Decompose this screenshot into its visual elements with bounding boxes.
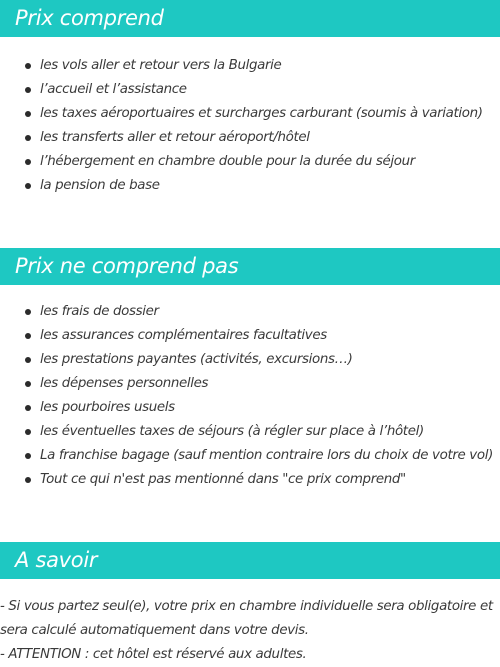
info-note-line: - ATTENTION : cet hôtel est réservé aux adultes. <box>0 647 307 662</box>
includes-list <box>0 54 500 198</box>
list-item-text: les taxes aéroportuaires et surcharges carburant (soumis à variation) <box>40 106 483 121</box>
bullet-icon <box>25 333 31 339</box>
list-item-text: l’accueil et l’assistance <box>40 82 187 97</box>
info-note-line: sera calculé automatiquement dans votre devis. <box>0 623 309 638</box>
list-item <box>0 396 500 420</box>
excludes-list <box>0 300 500 492</box>
list-item <box>0 420 500 444</box>
bullet-icon <box>25 135 31 141</box>
list-item <box>0 54 500 78</box>
list-item-text: les prestations payantes (activités, excursions…) <box>40 352 353 367</box>
list-item <box>0 174 500 198</box>
bullet-icon <box>25 159 31 165</box>
list-item <box>0 468 500 492</box>
list-item <box>0 444 500 468</box>
bullet-icon <box>25 453 31 459</box>
list-item <box>0 372 500 396</box>
includes-header: Prix comprend <box>0 0 500 37</box>
list-item <box>0 102 500 126</box>
list-item-text: les éventuelles taxes de séjours (à régler sur place à l’hôtel) <box>40 424 424 439</box>
list-item-text: les dépenses personnelles <box>40 376 209 391</box>
bullet-icon <box>25 63 31 69</box>
info-header: A savoir <box>0 542 500 579</box>
bullet-icon <box>25 405 31 411</box>
list-item <box>0 348 500 372</box>
list-item-text: la pension de base <box>40 178 160 193</box>
info-note-line: - Si vous partez seul(e), votre prix en chambre individuelle sera obligatoire et <box>0 599 493 614</box>
bullet-icon <box>25 183 31 189</box>
bullet-icon <box>25 87 31 93</box>
bullet-icon <box>25 357 31 363</box>
bullet-icon <box>25 111 31 117</box>
bullet-icon <box>25 429 31 435</box>
list-item-text: les vols aller et retour vers la Bulgarie <box>40 58 282 73</box>
bullet-icon <box>25 477 31 483</box>
excludes-header: Prix ne comprend pas <box>0 248 500 285</box>
list-item <box>0 78 500 102</box>
list-item <box>0 300 500 324</box>
list-item-text: les transferts aller et retour aéroport/hôtel <box>40 130 310 145</box>
list-item <box>0 324 500 348</box>
bullet-icon <box>25 381 31 387</box>
list-item <box>0 126 500 150</box>
list-item-text: La franchise bagage (sauf mention contraire lors du choix de votre vol) <box>40 448 493 463</box>
list-item-text: les assurances complémentaires facultatives <box>40 328 327 343</box>
list-item <box>0 150 500 174</box>
list-item-text: les frais de dossier <box>40 304 159 319</box>
bullet-icon <box>25 309 31 315</box>
list-item-text: les pourboires usuels <box>40 400 175 415</box>
list-item-text: Tout ce qui n'est pas mentionné dans "ce prix comprend" <box>40 472 406 487</box>
list-item-text: l’hébergement en chambre double pour la durée du séjour <box>40 154 415 169</box>
info-notes <box>0 595 500 667</box>
